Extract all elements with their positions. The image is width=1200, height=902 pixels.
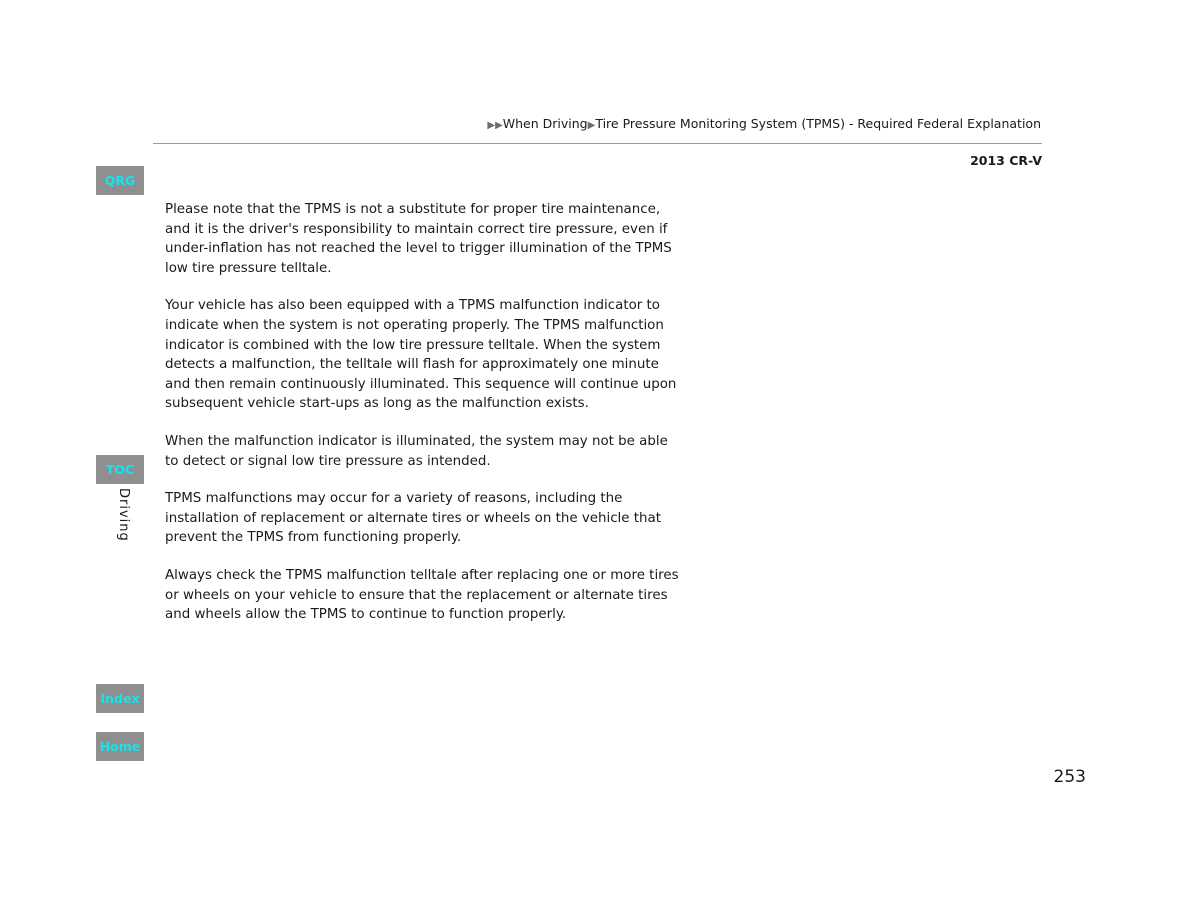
breadcrumb-arrow-icon: ▶ xyxy=(587,120,596,131)
paragraph: Always check the TPMS malfunction telltale after replacing one or more tires or wheels on your vehicle to ensure that the replacement or alternate tires and wheels allow the TPMS to continue to function properly. xyxy=(165,567,679,623)
main-content xyxy=(165,200,680,643)
page-number: 253 xyxy=(1053,767,1086,787)
index-button[interactable]: Index xyxy=(96,684,144,713)
breadcrumb-topic: Tire Pressure Monitoring System (TPMS) - Required Federal Explanation xyxy=(595,116,1041,131)
paragraph: When the malfunction indicator is illuminated, the system may not be able to detect or signal low tire pressure as intended. xyxy=(165,433,668,469)
home-button[interactable]: Home xyxy=(96,732,144,761)
header-divider xyxy=(153,143,1042,144)
qrg-button[interactable]: QRG xyxy=(96,166,144,195)
breadcrumb xyxy=(487,116,1041,131)
toc-button[interactable]: TOC xyxy=(96,455,144,484)
breadcrumb-section-link[interactable]: When Driving xyxy=(502,116,588,131)
model-label: 2013 CR-V xyxy=(970,153,1042,168)
paragraph: Your vehicle has also been equipped with a TPMS malfunction indicator to indicate when the system is not operating properly. The TPMS malfunction indicator is combined with the low tire pressure telltale. When the system detects a malfunction, the telltale will flash for approximately one minute and then remain continuously illuminated. This sequence will continue upon subsequent vehicle start-ups as long as the malfunction exists. xyxy=(165,298,677,412)
paragraph: TPMS malfunctions may occur for a variety of reasons, including the installation of replacement or alternate tires or wheels on the vehicle that prevent the TPMS from functioning properly. xyxy=(165,491,661,546)
paragraph: Please note that the TPMS is not a substitute for proper tire maintenance, and it is the driver's responsibility to maintain correct tire pressure, even if under-inflation has not reached the level to trigger illumination of the TPMS low tire pressure telltale. xyxy=(165,202,672,276)
chapter-label: Driving xyxy=(116,488,131,542)
breadcrumb-arrow-icon: ▶▶ xyxy=(487,120,503,131)
